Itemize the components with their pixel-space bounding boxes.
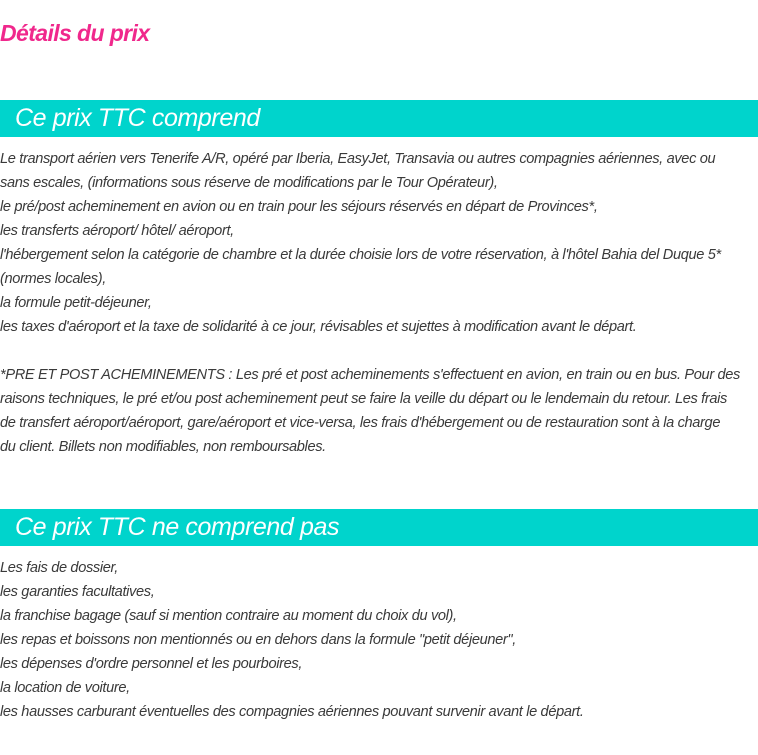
- included-line: le pré/post acheminement en avion ou en train pour les séjours réservés en départ de Provinces*,: [0, 199, 598, 215]
- included-line: les transferts aéroport/ hôtel/ aéroport,: [0, 223, 234, 239]
- excluded-line: les hausses carburant éventuelles des compagnies aériennes pouvant survenir avant le départ.: [0, 704, 584, 720]
- excluded-heading: Ce prix TTC ne comprend pas: [0, 509, 758, 546]
- included-line: (normes locales),: [0, 271, 106, 287]
- note-line: du client. Billets non modifiables, non remboursables.: [0, 439, 326, 455]
- page-title: Détails du prix: [0, 20, 150, 46]
- included-line: la formule petit-déjeuner,: [0, 295, 152, 311]
- excluded-line: les garanties facultatives,: [0, 584, 155, 600]
- included-line: sans escales, (informations sous réserve de modifications par le Tour Opérateur),: [0, 175, 498, 191]
- note-line: *PRE ET POST ACHEMINEMENTS : Les pré et post acheminements s'effectuent en avion, en train ou en bus. Pour des: [0, 367, 741, 383]
- excluded-line: la franchise bagage (sauf si mention contraire au moment du choix du vol),: [0, 608, 457, 624]
- included-line: Le transport aérien vers Tenerife A/R, opéré par Iberia, EasyJet, Transavia ou autres compagnies aériennes, avec ou: [0, 151, 716, 167]
- excluded-line: les repas et boissons non mentionnés ou en dehors dans la formule "petit déjeuner",: [0, 632, 516, 648]
- excluded-line: la location de voiture,: [0, 680, 130, 696]
- excluded-line: Les fais de dossier,: [0, 560, 118, 576]
- included-heading: Ce prix TTC comprend: [0, 100, 758, 137]
- note-line: de transfert aéroport/aéroport, gare/aéroport et vice-versa, les frais d'hébergement ou de restauration sont à la charge: [0, 415, 721, 431]
- excluded-list: [0, 556, 758, 724]
- included-list: [0, 147, 758, 339]
- acheminement-note: [0, 363, 758, 459]
- note-line: raisons techniques, le pré et/ou post acheminement peut se faire la veille du départ ou le lendemain du retour. Les frais: [0, 391, 727, 407]
- excluded-line: les dépenses d'ordre personnel et les pourboires,: [0, 656, 303, 672]
- included-line: les taxes d'aéroport et la taxe de solidarité à ce jour, révisables et sujettes à modification avant le départ.: [0, 319, 637, 335]
- included-line: l'hébergement selon la catégorie de chambre et la durée choisie lors de votre réservation, à l'hôtel Bahia del Duque 5*: [0, 247, 721, 263]
